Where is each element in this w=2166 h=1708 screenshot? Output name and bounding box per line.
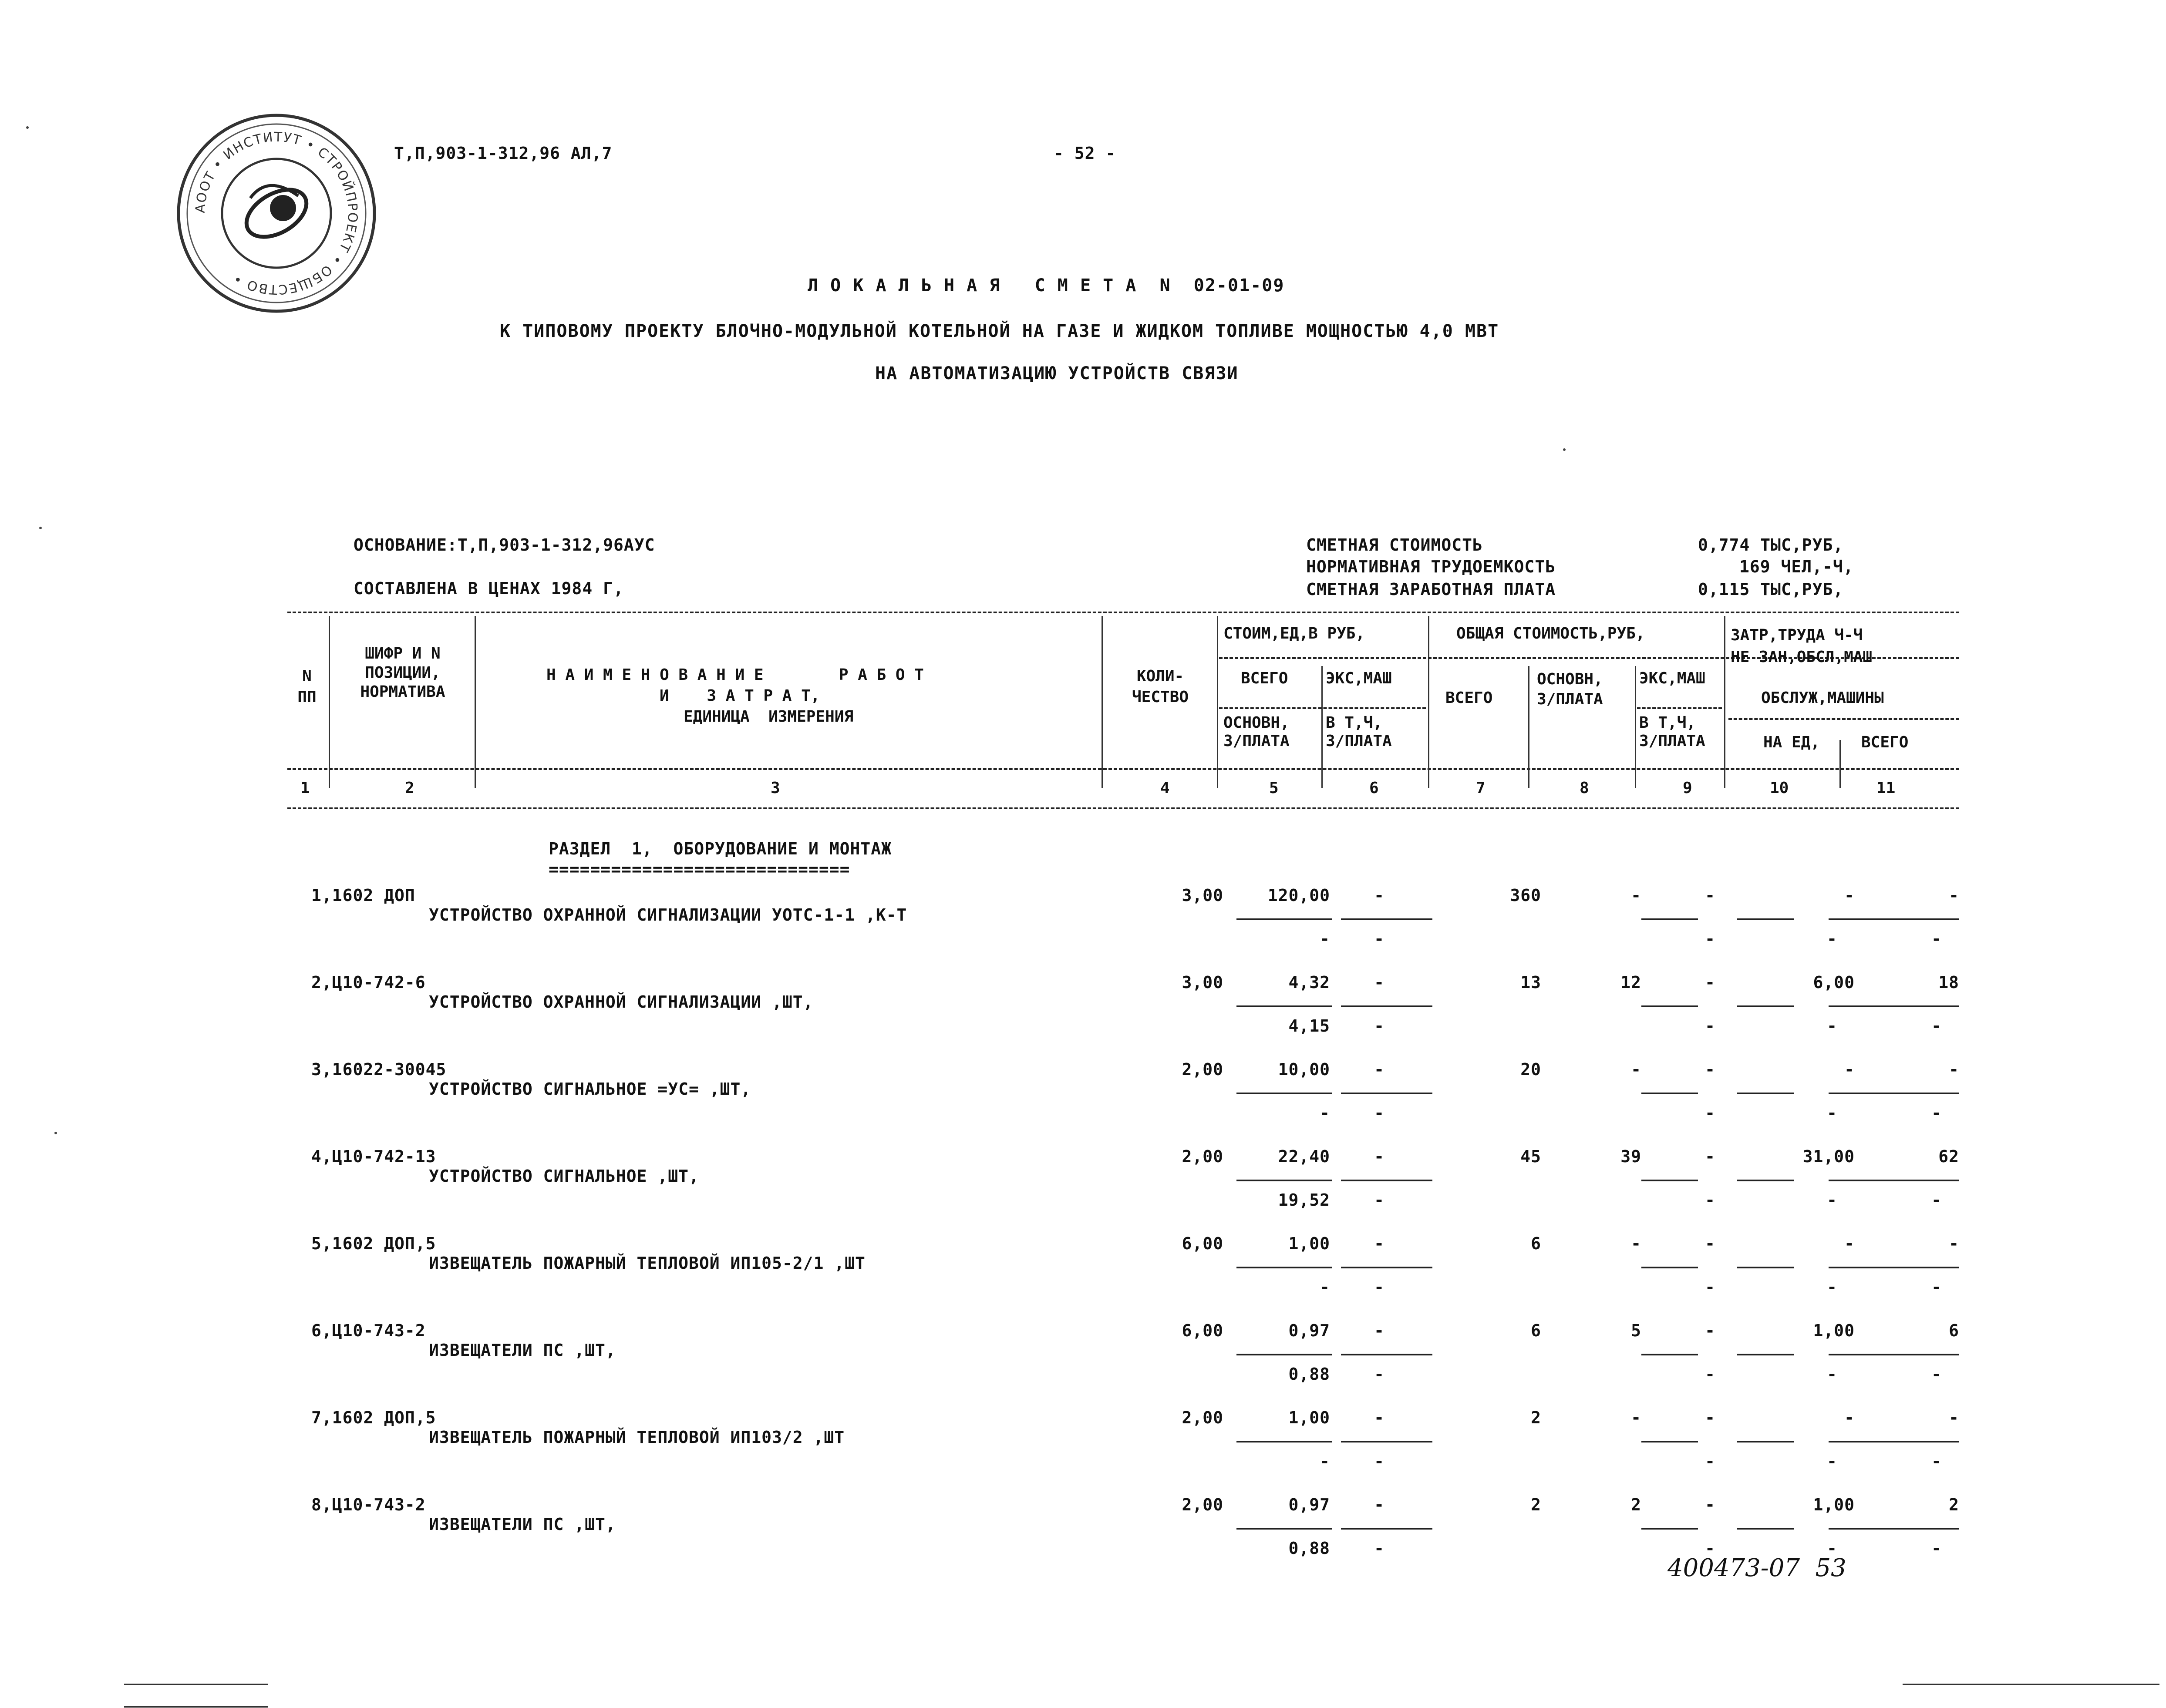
col-header-total-mach: ЭКС,МАШ [1639,669,1705,687]
col-header-unit-total: ВСЕГО [1241,669,1288,687]
mach-cell: - [1705,1234,1715,1253]
col-number: 11 [1876,779,1896,797]
row-code: 2,Ц10-742-6 [311,973,426,992]
labor-label: НОРМАТИВНАЯ ТРУДОЕМКОСТЬ [1306,557,1556,576]
total-cell: 6 [1531,1234,1541,1253]
scan-speck [39,527,42,529]
labor-value: 169 ЧЕЛ,-Ч, [1739,557,1854,576]
unit-mach-cell: - [1374,973,1384,992]
row-name: ИЗВЕЩАТЕЛИ ПС ,ШТ, [429,1515,616,1534]
col-header-labor: ЗАТР,ТРУДА Ч-Ч НЕ ЗАН,ОБСЛ,МАШ [1731,626,1873,666]
labor-total-cell: - [1949,1060,1959,1079]
col-number: 4 [1160,779,1170,797]
col-divider [1428,616,1429,788]
unit-basic-cell: - [1320,1103,1330,1123]
col-number: 7 [1476,779,1486,797]
total-cell: 13 [1520,973,1541,992]
row-name: ИЗВЕЩАТЕЛИ ПС ,ШТ, [429,1341,616,1360]
fraction-line [1909,1441,1959,1442]
labor-total-lower-cell: - [1931,1539,1942,1558]
wage-label: СМЕТНАЯ ЗАРАБОТНАЯ ПЛАТА [1306,580,1556,599]
unit-basic-cell: 4,15 [1288,1016,1330,1036]
fraction-line [1829,1005,1911,1007]
incl-cell: - [1705,1278,1715,1297]
fraction-line [1236,1528,1332,1530]
col-header-unit-basic: ОСНОВН, З/ПЛАТА [1223,714,1290,750]
handwritten-note: 400473-07 53 [1667,1554,1846,1582]
wage-value: 0,115 ТЫС,РУБ, [1698,580,1844,599]
labor-unit-lower-cell: - [1827,1190,1837,1210]
fraction-line [1737,1093,1794,1094]
labor-total-lower-cell: - [1931,1452,1942,1471]
quantity-cell: 2,00 [1182,1408,1223,1427]
quantity-cell: 6,00 [1182,1321,1223,1340]
col-divider [1635,666,1636,788]
fraction-line [1236,1093,1332,1094]
labor-unit-cell: 6,00 [1813,973,1855,992]
fraction-line [1641,1093,1698,1094]
col-header-labor-total: ВСЕГО [1861,733,1909,751]
footer-mark [1903,1684,2159,1685]
quantity-cell: 3,00 [1182,886,1223,905]
scan-speck [26,126,29,129]
labor-total-lower-cell: - [1931,1103,1942,1123]
row-code: 5,1602 ДОП,5 [311,1234,436,1253]
total-cell: 6 [1531,1321,1541,1340]
labor-total-lower-cell: - [1931,1365,1942,1384]
col-divider [1321,666,1323,788]
footer-mark [124,1684,268,1685]
unit-basic-cell: 0,88 [1288,1539,1330,1558]
fraction-line [1341,918,1432,920]
labor-total-cell: 62 [1938,1147,1959,1166]
total-cell: 20 [1520,1060,1541,1079]
col-header-unit-incl: В Т,Ч, З/ПЛАТА [1326,714,1392,750]
document-reference: Т,П,903-1-312,96 АЛ,7 [394,144,613,163]
prices-text: СОСТАВЛЕНА В ЦЕНАХ 1984 Г, [354,579,624,598]
cost-value: 0,774 ТЫС,РУБ, [1698,535,1844,555]
unit-basic-cell: 0,88 [1288,1365,1330,1384]
col-divider [1724,616,1725,788]
labor-unit-cell: - [1844,1408,1855,1427]
col-header-per-unit: НА ЕД, [1763,733,1820,751]
labor-unit-cell: 1,00 [1813,1495,1855,1514]
col-number: 1 [300,779,310,797]
basic-cell: - [1631,1060,1641,1079]
fraction-line [1341,1354,1432,1355]
labor-unit-lower-cell: - [1827,1016,1837,1036]
quantity-cell: 2,00 [1182,1060,1223,1079]
header-rule-top [287,612,1959,613]
unit-mach-cell: - [1374,1495,1384,1514]
col-number: 2 [405,779,414,797]
labor-unit-lower-cell: - [1827,929,1837,948]
total-cell: 2 [1531,1495,1541,1514]
mach-cell: - [1705,1321,1715,1340]
row-code: 3,16022-30045 [311,1060,447,1079]
col-header-code: ШИФР И N ПОЗИЦИИ, НОРМАТИВА [360,645,445,701]
mach-cell: - [1705,1147,1715,1166]
mach-cell: - [1705,1060,1715,1079]
unit-incl-cell: - [1374,1365,1384,1384]
incl-cell: - [1705,1365,1715,1384]
labor-total-lower-cell: - [1931,1190,1942,1210]
fraction-line [1641,918,1698,920]
labor-unit-lower-cell: - [1827,1539,1837,1558]
row-name: ИЗВЕЩАТЕЛЬ ПОЖАРНЫЙ ТЕПЛОВОЙ ИП103/2 ,ШТ [429,1428,845,1447]
labor-total-cell: 18 [1938,973,1959,992]
header-rule-bottom [287,807,1959,809]
col-header-name-3: ЕДИНИЦА ИЗМЕРЕНИЯ [684,708,854,726]
quantity-cell: 2,00 [1182,1147,1223,1166]
row-code: 7,1602 ДОП,5 [311,1408,436,1427]
labor-total-cell: - [1949,1408,1959,1427]
total-cell: 45 [1520,1147,1541,1166]
col-header-total-cost: ОБЩАЯ СТОИМОСТЬ,РУБ, [1456,625,1645,642]
labor-total-cell: 2 [1949,1495,1959,1514]
header-rule-mid [287,768,1959,770]
estimate-subtitle-2: НА АВТОМАТИЗАЦИЮ УСТРОЙСТВ СВЯЗИ [875,363,1239,383]
unit-mach-cell: - [1374,1234,1384,1253]
unit-basic-cell: - [1320,929,1330,948]
fraction-line [1641,1528,1698,1530]
unit-total-cell: 0,97 [1288,1495,1330,1514]
basic-cell: - [1631,1408,1641,1427]
col-divider [475,616,476,788]
unit-incl-cell: - [1374,1539,1384,1558]
fraction-line [1737,1528,1794,1530]
labor-unit-cell: - [1844,1060,1855,1079]
fraction-line [1909,1093,1959,1094]
row-name: УСТРОЙСТВО ОХРАННОЙ СИГНАЛИЗАЦИИ ,ШТ, [429,992,814,1012]
col-divider [1217,616,1218,788]
fraction-line [1909,1180,1959,1181]
incl-cell: - [1705,1452,1715,1471]
fraction-line [1341,1093,1432,1094]
unit-incl-cell: - [1374,1103,1384,1123]
unit-mach-cell: - [1374,1060,1384,1079]
fraction-line [1737,1441,1794,1442]
col-divider [1839,740,1841,788]
fraction-line [1641,1267,1698,1268]
row-code: 6,Ц10-743-2 [311,1321,426,1340]
col-number: 8 [1580,779,1589,797]
labor-unit-cell: - [1844,1234,1855,1253]
quantity-cell: 6,00 [1182,1234,1223,1253]
fraction-line [1737,1005,1794,1007]
header-subrule [1219,707,1426,709]
labor-unit-lower-cell: - [1827,1452,1837,1471]
total-cell: 2 [1531,1408,1541,1427]
fraction-line [1909,1528,1959,1530]
labor-unit-cell: - [1844,886,1855,905]
col-header-quantity: КОЛИ- ЧЕСТВО [1132,667,1189,706]
row-name: ИЗВЕЩАТЕЛЬ ПОЖАРНЫЙ ТЕПЛОВОЙ ИП105-2/1 ,ШТ [429,1254,866,1273]
basis-text: ОСНОВАНИЕ:Т,П,903-1-312,96АУС [354,535,655,555]
row-name: УСТРОЙСТВО СИГНАЛЬНОЕ ,ШТ, [429,1167,699,1186]
unit-mach-cell: - [1374,1147,1384,1166]
unit-total-cell: 120,00 [1267,886,1330,905]
basic-cell: 39 [1620,1147,1641,1166]
fraction-line [1236,1441,1332,1442]
mach-cell: - [1705,1495,1715,1514]
col-number: 9 [1683,779,1692,797]
unit-incl-cell: - [1374,929,1384,948]
unit-total-cell: 0,97 [1288,1321,1330,1340]
fraction-line [1737,918,1794,920]
row-code: 1,1602 ДОП [311,886,415,905]
fraction-line [1829,1354,1911,1355]
fraction-line [1641,1354,1698,1355]
labor-total-cell: - [1949,1234,1959,1253]
fraction-line [1341,1267,1432,1268]
fraction-line [1236,918,1332,920]
fraction-line [1909,1267,1959,1268]
col-header-total-basic: ОСНОВН, З/ПЛАТА [1537,670,1603,708]
basic-cell: - [1631,1234,1641,1253]
unit-basic-cell: - [1320,1278,1330,1297]
col-header-total-all: ВСЕГО [1445,689,1493,707]
fraction-line [1737,1354,1794,1355]
incl-cell: - [1705,929,1715,948]
svg-text:АООТ • ИНСТИТУТ • СТРОЙПРОЕКТ: АООТ • ИНСТИТУТ • СТРОЙПРОЕКТ • ОБЩЕСТВО • [192,129,360,297]
col-number: 6 [1369,779,1379,797]
incl-cell: - [1705,1016,1715,1036]
fraction-line [1236,1354,1332,1355]
col-header-name-1: Н А И М Е Н О В А Н И Е Р А Б О Т [546,666,924,684]
page-number: - 52 - [1054,144,1116,163]
fraction-line [1641,1441,1698,1442]
col-header-name-2: И З А Т Р А Т, [660,687,820,705]
col-header-number: N ПП [297,667,317,706]
header-subrule [1728,718,1959,720]
mach-cell: - [1705,886,1715,905]
incl-cell: - [1705,1103,1715,1123]
section-title: РАЗДЕЛ 1, ОБОРУДОВАНИЕ И МОНТАЖ [549,839,892,858]
fraction-line [1641,1005,1698,1007]
quantity-cell: 3,00 [1182,973,1223,992]
unit-incl-cell: - [1374,1016,1384,1036]
quantity-cell: 2,00 [1182,1495,1223,1514]
fraction-line [1737,1180,1794,1181]
col-divider [329,616,330,788]
unit-total-cell: 10,00 [1278,1060,1330,1079]
unit-basic-cell: 19,52 [1278,1190,1330,1210]
labor-unit-cell: 1,00 [1813,1321,1855,1340]
fraction-line [1341,1180,1432,1181]
header-subrule [1637,707,1722,709]
seal-emblem-icon [172,109,381,318]
scan-speck [54,1132,57,1134]
unit-total-cell: 1,00 [1288,1234,1330,1253]
section-underline: ============================= [549,860,850,879]
unit-incl-cell: - [1374,1278,1384,1297]
labor-unit-cell: 31,00 [1802,1147,1855,1166]
cost-label: СМЕТНАЯ СТОИМОСТЬ [1306,535,1483,555]
basic-cell: - [1631,886,1641,905]
unit-incl-cell: - [1374,1190,1384,1210]
unit-mach-cell: - [1374,1408,1384,1427]
incl-cell: - [1705,1539,1715,1558]
estimate-subtitle: К ТИПОВОМУ ПРОЕКТУ БЛОЧНО-МОДУЛЬНОЙ КОТЕЛЬНОЙ НА ГАЗЕ И ЖИДКОМ ТОПЛИВЕ МОЩНОСТЬЮ 4,0 МВТ [500,321,1499,341]
total-cell: 360 [1510,886,1541,905]
unit-mach-cell: - [1374,886,1384,905]
mach-cell: - [1705,1408,1715,1427]
fraction-line [1341,1528,1432,1530]
fraction-line [1909,1354,1959,1355]
labor-unit-lower-cell: - [1827,1365,1837,1384]
fraction-line [1641,1180,1698,1181]
col-number: 10 [1770,779,1789,797]
col-divider [1528,666,1529,788]
unit-basic-cell: - [1320,1452,1330,1471]
fraction-line [1909,918,1959,920]
estimate-title: Л О К А Л Ь Н А Я С М Е Т А N 02-01-09 [808,276,1285,296]
row-code: 8,Ц10-743-2 [311,1495,426,1514]
col-number: 5 [1269,779,1279,797]
seal-stamp [172,109,381,318]
unit-total-cell: 4,32 [1288,973,1330,992]
row-name: УСТРОЙСТВО СИГНАЛЬНОЕ =УС= ,ШТ, [429,1079,751,1099]
labor-total-cell: - [1949,886,1959,905]
mach-cell: - [1705,973,1715,992]
fraction-line [1829,1093,1911,1094]
fraction-line [1341,1441,1432,1442]
footer-mark [124,1706,268,1708]
fraction-line [1909,1005,1959,1007]
fraction-line [1737,1267,1794,1268]
unit-incl-cell: - [1374,1452,1384,1471]
unit-total-cell: 1,00 [1288,1408,1330,1427]
col-header-unit-mach: ЭКС,МАШ [1326,669,1392,687]
fraction-line [1236,1267,1332,1268]
basic-cell: 12 [1620,973,1641,992]
fraction-line [1829,1441,1911,1442]
row-name: УСТРОЙСТВО ОХРАННОЙ СИГНАЛИЗАЦИИ УОТС-1-1 ,К-Т [429,905,907,925]
labor-unit-lower-cell: - [1827,1278,1837,1297]
col-divider [1102,616,1103,788]
scan-speck [1563,448,1566,451]
labor-total-cell: 6 [1949,1321,1959,1340]
fraction-line [1829,918,1911,920]
fraction-line [1236,1180,1332,1181]
fraction-line [1341,1005,1432,1007]
row-code: 4,Ц10-742-13 [311,1147,436,1166]
fraction-line [1829,1180,1911,1181]
fraction-line [1829,1528,1911,1530]
labor-total-lower-cell: - [1931,1016,1942,1036]
col-header-unit-cost: СТОИМ,ЕД,В РУБ, [1223,625,1365,642]
col-header-total-incl: В Т,Ч, З/ПЛАТА [1639,714,1705,750]
fraction-line [1829,1267,1911,1268]
col-number: 3 [771,779,780,797]
incl-cell: - [1705,1190,1715,1210]
col-header-service: ОБСЛУЖ,МАШИНЫ [1761,689,1884,707]
unit-total-cell: 22,40 [1278,1147,1330,1166]
fraction-line [1236,1005,1332,1007]
labor-total-lower-cell: - [1931,1278,1942,1297]
labor-unit-lower-cell: - [1827,1103,1837,1123]
basic-cell: 5 [1631,1321,1641,1340]
unit-mach-cell: - [1374,1321,1384,1340]
labor-total-lower-cell: - [1931,929,1942,948]
basic-cell: 2 [1631,1495,1641,1514]
